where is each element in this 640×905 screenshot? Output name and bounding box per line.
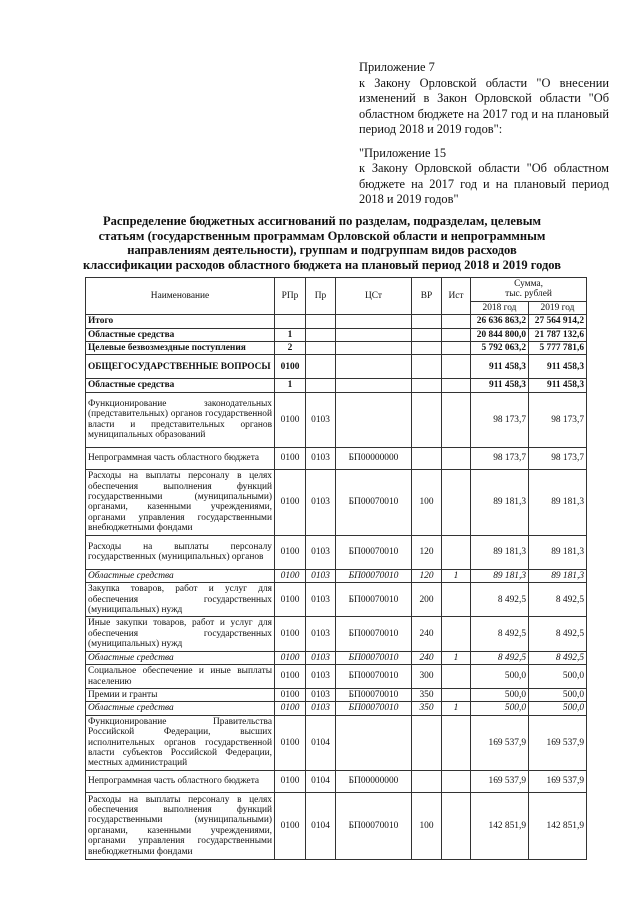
table-row (86, 583, 587, 617)
cell-cst (336, 379, 412, 392)
cell-pr: 0103 (306, 583, 336, 617)
cell-vr: 100 (412, 469, 442, 535)
cell-ist (442, 447, 471, 469)
cell-y2019: 98 173,7 (529, 392, 587, 447)
table-row (86, 702, 587, 715)
table-row (86, 770, 587, 792)
cell-y2018: 169 537,9 (471, 715, 529, 770)
cell-pr: 0103 (306, 617, 336, 651)
cell-pr: 0103 (306, 702, 336, 715)
cell-rpr (275, 315, 306, 328)
appendix-original-number: "Приложение 15 (359, 145, 447, 160)
cell-cst (336, 342, 412, 355)
cell-cst: БП00070010 (336, 469, 412, 535)
cell-rpr: 0100 (275, 688, 306, 701)
cell-rpr: 0100 (275, 583, 306, 617)
cell-cst: БП00070010 (336, 651, 412, 664)
cell-y2018: 8 492,5 (471, 651, 529, 664)
cell-ist (442, 379, 471, 392)
cell-y2019: 89 181,3 (529, 535, 587, 569)
cell-name: Непрограммная часть областного бюджета (86, 770, 275, 792)
table-row (86, 792, 587, 859)
cell-ist (442, 392, 471, 447)
cell-rpr: 1 (275, 328, 306, 341)
cell-ist (442, 583, 471, 617)
cell-ist (442, 688, 471, 701)
budget-table-body (86, 315, 587, 860)
cell-ist (442, 469, 471, 535)
cell-cst (336, 392, 412, 447)
cell-name: Областные средства (86, 702, 275, 715)
cell-name: Функционирование Правительства Российской Федерации, высших исполнительных органов государственной власти субъектов Российской Федерации, местных администраций (86, 715, 275, 770)
header-name: Наименование (86, 278, 275, 315)
cell-y2019: 27 564 914,2 (529, 315, 587, 328)
cell-name: Расходы на выплаты персоналу в целях обеспечения выполнения функций государственными (муниципальными) органами, казенными учреждениями, органами управления государственными внебюджетными фондами (86, 792, 275, 859)
cell-name: Премии и гранты (86, 688, 275, 701)
cell-y2019: 21 787 132,6 (529, 328, 587, 341)
cell-rpr: 1 (275, 379, 306, 392)
cell-name: Областные средства (86, 379, 275, 392)
cell-pr (306, 379, 336, 392)
cell-ist (442, 355, 471, 379)
cell-rpr: 0100 (275, 569, 306, 582)
cell-name: Областные средства (86, 651, 275, 664)
cell-vr: 240 (412, 617, 442, 651)
table-row (86, 379, 587, 392)
cell-ist (442, 792, 471, 859)
cell-vr (412, 379, 442, 392)
cell-rpr: 0100 (275, 535, 306, 569)
cell-y2018: 89 181,3 (471, 535, 529, 569)
cell-vr (412, 715, 442, 770)
cell-y2019: 98 173,7 (529, 447, 587, 469)
table-row (86, 535, 587, 569)
cell-y2019: 911 458,3 (529, 379, 587, 392)
cell-vr: 350 (412, 688, 442, 701)
header-pr: Пр (306, 278, 336, 315)
document-title: Распределение бюджетных ассигнований по разделам, подразделам, целевым статьям (государственным программам Орловской области и непрограммным направлениям деятельности), группам и подгруппам видов расходов классификации расходов областного бюджета на плановый период 2018 и 2019 годов (83, 214, 561, 272)
cell-vr (412, 770, 442, 792)
cell-rpr: 2 (275, 342, 306, 355)
cell-pr: 0103 (306, 688, 336, 701)
cell-vr: 200 (412, 583, 442, 617)
table-row (86, 688, 587, 701)
table-row (86, 342, 587, 355)
cell-y2018: 500,0 (471, 665, 529, 689)
cell-y2018: 26 636 863,2 (471, 315, 529, 328)
table-row (86, 315, 587, 328)
cell-y2019: 8 492,5 (529, 651, 587, 664)
cell-pr: 0103 (306, 535, 336, 569)
cell-ist (442, 715, 471, 770)
cell-y2018: 8 492,5 (471, 583, 529, 617)
cell-rpr: 0100 (275, 392, 306, 447)
cell-y2018: 5 792 063,2 (471, 342, 529, 355)
cell-y2018: 20 844 800,0 (471, 328, 529, 341)
header-rpr: РПр (275, 278, 306, 315)
cell-cst: БП00070010 (336, 688, 412, 701)
cell-y2018: 911 458,3 (471, 355, 529, 379)
cell-name: Областные средства (86, 328, 275, 341)
cell-vr (412, 447, 442, 469)
cell-ist (442, 328, 471, 341)
cell-y2018: 98 173,7 (471, 447, 529, 469)
cell-ist (442, 342, 471, 355)
cell-pr (306, 328, 336, 341)
cell-name: Закупка товаров, работ и услуг для обеспечения государственных (муниципальных) нужд (86, 583, 275, 617)
cell-cst: БП00070010 (336, 535, 412, 569)
cell-vr: 350 (412, 702, 442, 715)
cell-ist: 1 (442, 569, 471, 582)
cell-y2018: 98 173,7 (471, 392, 529, 447)
appendix-original-law: к Закону Орловской области "Об областном бюджете на 2017 год и на плановый период 2018 и 2019 годов" (359, 161, 609, 206)
cell-vr: 120 (412, 569, 442, 582)
header-units: тыс. рублей (505, 289, 552, 300)
cell-y2019: 5 777 781,6 (529, 342, 587, 355)
table-row (86, 617, 587, 651)
cell-name: Функционирование законодательных (представительных) органов государственной власти и представительных органов муниципальных образований (86, 392, 275, 447)
cell-y2019: 142 851,9 (529, 792, 587, 859)
header-2018: 2018 год (471, 301, 529, 314)
cell-rpr: 0100 (275, 715, 306, 770)
cell-name: Расходы на выплаты персоналу в целях обеспечения выполнения функций государственными (муниципальными) органами, казенными учреждениями, органами управления государственными внебюджетными фондами (86, 469, 275, 535)
cell-y2019: 500,0 (529, 688, 587, 701)
cell-vr (412, 392, 442, 447)
cell-cst (336, 715, 412, 770)
cell-cst (336, 328, 412, 341)
table-row (86, 651, 587, 664)
cell-y2018: 169 537,9 (471, 770, 529, 792)
cell-name: Расходы на выплаты персоналу государственных (муниципальных) органов (86, 535, 275, 569)
header-vr: ВР (412, 278, 442, 315)
appendix-law-reference: к Закону Орловской области "О внесении изменений в Закон Орловской области "Об областном бюджете на 2017 год и на плановый период 2018 и 2019 годов": (359, 75, 609, 136)
cell-y2019: 8 492,5 (529, 617, 587, 651)
cell-cst: БП00070010 (336, 665, 412, 689)
cell-cst: БП00000000 (336, 770, 412, 792)
cell-pr (306, 342, 336, 355)
cell-vr: 240 (412, 651, 442, 664)
cell-y2018: 8 492,5 (471, 617, 529, 651)
cell-y2019: 500,0 (529, 702, 587, 715)
cell-cst: БП00070010 (336, 792, 412, 859)
cell-cst: БП00070010 (336, 569, 412, 582)
cell-vr: 120 (412, 535, 442, 569)
cell-y2019: 500,0 (529, 665, 587, 689)
cell-y2019: 89 181,3 (529, 469, 587, 535)
table-row (86, 665, 587, 689)
table-row (86, 469, 587, 535)
cell-pr (306, 355, 336, 379)
cell-name: Непрограммная часть областного бюджета (86, 447, 275, 469)
cell-ist (442, 770, 471, 792)
cell-pr: 0103 (306, 665, 336, 689)
cell-vr: 300 (412, 665, 442, 689)
cell-y2019: 169 537,9 (529, 770, 587, 792)
cell-rpr: 0100 (275, 770, 306, 792)
cell-name: Итого (86, 315, 275, 328)
appendix-number: Приложение 7 (359, 60, 435, 74)
cell-rpr: 0100 (275, 651, 306, 664)
cell-ist: 1 (442, 651, 471, 664)
cell-y2019: 911 458,3 (529, 355, 587, 379)
cell-name: Целевые безвозмездные поступления (86, 342, 275, 355)
header-sum-label: Сумма, (514, 279, 543, 289)
cell-y2019: 169 537,9 (529, 715, 587, 770)
cell-ist (442, 315, 471, 328)
cell-y2018: 89 181,3 (471, 469, 529, 535)
header-ist: Ист (442, 278, 471, 315)
cell-pr: 0103 (306, 569, 336, 582)
cell-rpr: 0100 (275, 665, 306, 689)
cell-rpr: 0100 (275, 447, 306, 469)
cell-pr: 0103 (306, 651, 336, 664)
table-row (86, 328, 587, 341)
cell-pr: 0104 (306, 770, 336, 792)
cell-rpr: 0100 (275, 469, 306, 535)
cell-name: Иные закупки товаров, работ и услуг для обеспечения государственных (муниципальных) нужд (86, 617, 275, 651)
cell-cst: БП00000000 (336, 447, 412, 469)
budget-table (85, 277, 587, 860)
table-row (86, 715, 587, 770)
table-row (86, 355, 587, 379)
cell-y2019: 8 492,5 (529, 583, 587, 617)
cell-cst: БП00070010 (336, 617, 412, 651)
cell-cst (336, 355, 412, 379)
cell-vr (412, 315, 442, 328)
cell-cst: БП00070010 (336, 583, 412, 617)
cell-y2018: 500,0 (471, 702, 529, 715)
header-sum (471, 278, 587, 302)
cell-pr: 0103 (306, 447, 336, 469)
cell-y2018: 89 181,3 (471, 569, 529, 582)
cell-vr: 100 (412, 792, 442, 859)
table-row (86, 569, 587, 582)
cell-rpr: 0100 (275, 702, 306, 715)
cell-y2018: 142 851,9 (471, 792, 529, 859)
cell-rpr: 0100 (275, 792, 306, 859)
cell-cst (336, 315, 412, 328)
table-row (86, 447, 587, 469)
cell-vr (412, 328, 442, 341)
cell-name: ОБЩЕГОСУДАРСТВЕННЫЕ ВОПРОСЫ (86, 355, 275, 379)
cell-y2018: 911 458,3 (471, 379, 529, 392)
cell-pr: 0103 (306, 392, 336, 447)
cell-rpr: 0100 (275, 355, 306, 379)
cell-pr: 0103 (306, 469, 336, 535)
cell-name: Областные средства (86, 569, 275, 582)
cell-pr: 0104 (306, 792, 336, 859)
cell-y2019: 89 181,3 (529, 569, 587, 582)
cell-ist (442, 617, 471, 651)
cell-ist (442, 665, 471, 689)
cell-ist (442, 535, 471, 569)
cell-pr: 0104 (306, 715, 336, 770)
cell-vr (412, 355, 442, 379)
cell-cst: БП00070010 (336, 702, 412, 715)
cell-ist: 1 (442, 702, 471, 715)
table-row (86, 392, 587, 447)
appendix-note (359, 60, 609, 208)
cell-name: Социальное обеспечение и иные выплаты населению (86, 665, 275, 689)
header-cst: ЦСт (336, 278, 412, 315)
cell-rpr: 0100 (275, 617, 306, 651)
header-2019: 2019 год (529, 301, 587, 314)
cell-y2018: 500,0 (471, 688, 529, 701)
cell-pr (306, 315, 336, 328)
cell-vr (412, 342, 442, 355)
